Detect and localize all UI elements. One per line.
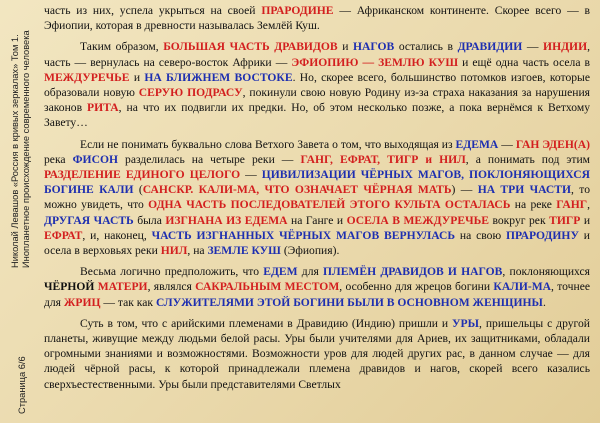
text-run: и — [337, 40, 354, 54]
highlighted-text: МЕЖДУРЕЧЬЕ — [44, 70, 130, 84]
page-number: Страница 6/6 — [17, 356, 27, 414]
text-run: Таким образом, — [80, 40, 164, 54]
highlighted-text: ЧЁРНОЙ — [44, 280, 95, 294]
paragraph-1 — [44, 3, 590, 33]
highlighted-text: РАЗДЕЛЕНИЕ ЕДИНОГО ЦЕЛОГО — [44, 168, 241, 182]
text-run: вокруг рек — [488, 213, 550, 227]
highlighted-text: УРЫ — [452, 316, 480, 330]
highlighted-text: НИЛ — [160, 244, 188, 258]
highlighted-text: СЕРУЮ ПОДРАСУ — [138, 86, 243, 100]
highlighted-text: МАТЕРИ — [97, 280, 148, 294]
highlighted-text: ОСЕЛА В МЕЖДУРЕЧЬЕ — [346, 213, 489, 227]
text-run: — — [498, 137, 516, 151]
text-run: , и, наконец, — [82, 228, 152, 242]
highlighted-text: ЕДЕМА — [455, 137, 499, 151]
highlighted-text: ПРАРОДИНЕ — [261, 4, 334, 17]
text-run: ( — [133, 183, 143, 197]
highlighted-text: ГАН ЭДЕН(А) — [515, 137, 591, 151]
highlighted-text: ЦИВИЛИЗАЦИИ ЧЁРНЫХ МАГОВ, ПОКЛОНЯЮЩИХСЯ БОГИНЕ КАЛИ — [44, 168, 590, 197]
text-run: , особенно для жрецов богини — [339, 280, 494, 294]
text-run: на свою — [455, 228, 506, 242]
body-text — [44, 3, 590, 398]
highlighted-text: ЭФИОПИЮ — ЗЕМЛЮ КУШ — [291, 55, 459, 69]
paragraph-3 — [44, 137, 590, 259]
text-run: и осела в верховьях реки — [44, 228, 591, 258]
source-reference-line-1: Николай Левашов «Россия в кривых зеркалах» Том 1. — [10, 34, 20, 268]
highlighted-text: ИНДИИ — [543, 40, 588, 54]
highlighted-text: НА БЛИЖНЕМ ВОСТОКЕ — [144, 70, 293, 84]
highlighted-text: ПЛЕМЁН ДРАВИДОВ И НАГОВ — [323, 265, 503, 279]
text-run: река — [44, 152, 73, 166]
highlighted-text: САКРАЛЬНЫМ МЕСТОМ — [195, 280, 340, 294]
text-run: ) — — [451, 183, 478, 197]
highlighted-text: НАГОВ — [353, 40, 395, 54]
highlighted-text: САНСКР. КАЛИ-МА, ЧТО ОЗНАЧАЕТ ЧЁРНАЯ МАТЬ — [142, 183, 452, 197]
highlighted-text: ДРАВИДИИ — [457, 40, 523, 54]
text-run: на реке — [510, 198, 557, 212]
highlighted-text: ЧАСТЬ ИЗГНАННЫХ ЧЁРНЫХ МАГОВ ВЕРНУЛАСЬ — [151, 228, 456, 242]
highlighted-text: ГАНГ, ЕФРАТ, ТИГР и НИЛ — [300, 152, 466, 166]
highlighted-text: ГАНГ — [556, 198, 588, 212]
text-run: на Ганге и — [287, 213, 347, 227]
text-run: разделилась на четыре реки — — [117, 152, 301, 166]
highlighted-text: ДРУГАЯ ЧАСТЬ — [44, 213, 134, 227]
highlighted-text: ЗЕМЛЕ КУШ — [207, 244, 281, 258]
highlighted-text: НА ТРИ ЧАСТИ — [477, 183, 572, 197]
highlighted-text: ИЗГНАНА ИЗ ЕДЕМА — [165, 213, 288, 227]
text-run: Суть в том, что с арийскими племенами в Дравидию (Индию) пришли и — [80, 316, 453, 330]
text-run: , поклоняющихся — [502, 265, 590, 279]
text-run: , покинули свою новую Родину из-за страха наказания за нарушения законов — [44, 86, 590, 115]
paragraph-2 — [44, 39, 590, 130]
text-run: и — [580, 213, 591, 227]
paragraph-5 — [44, 316, 590, 392]
text-run: — так как — [100, 295, 156, 309]
highlighted-text: СЛУЖИТЕЛЯМИ ЭТОЙ БОГИНИ БЫЛИ В ОСНОВНОМ ЖЕНЩИНЫ — [155, 295, 543, 309]
text-run: и ещё одна часть осела в — [458, 55, 591, 69]
text-run: , на что их подвигли их предки. Но, об этом несколько позже, а пока вернёмся к Ветхому Завету… — [44, 101, 590, 130]
highlighted-text: ПРАРОДИНУ — [505, 228, 579, 242]
text-run: , точнее для — [44, 280, 591, 309]
page-sidebar — [0, 0, 40, 423]
text-run: . Но, скорее всего, большинство потомков изгоев, которые образовали новую — [44, 70, 590, 100]
paragraph-4 — [44, 264, 590, 310]
highlighted-text: ЖРИЦ — [63, 295, 101, 309]
text-run: — — [522, 40, 544, 54]
text-run: , — [587, 198, 590, 212]
text-run: — — [240, 168, 262, 182]
text-run: , а понимать под этим — [465, 152, 590, 166]
text-run: , то можно увидеть, что — [44, 183, 591, 212]
text-run: . — [542, 295, 546, 309]
highlighted-text: БОЛЬШАЯ ЧАСТЬ ДРАВИДОВ — [163, 40, 338, 54]
text-run: Если не понимать буквально слова Ветхого Завета о том, что выходящая из — [80, 137, 456, 151]
text-run: часть из них, успела укрыться на своей — [44, 4, 262, 17]
highlighted-text: ЕДЕМ — [263, 265, 298, 279]
text-run: и — [129, 70, 145, 84]
text-run: остались в — [394, 40, 458, 54]
text-run: (Эфиопия). — [280, 244, 340, 258]
text-run: для — [297, 265, 324, 279]
highlighted-text: ФИСОН — [72, 152, 118, 166]
text-run: была — [133, 213, 166, 227]
text-run: , часть — вернулась на северо-восток Африки — — [44, 40, 591, 69]
text-run: , на — [187, 244, 208, 258]
highlighted-text: ОДНА ЧАСТЬ ПОСЛЕДОВАТЕЛЕЙ ЭТОГО КУЛЬТА ОСТАЛАСЬ — [148, 198, 511, 212]
text-run: — Африканском континенте. Скорее всего — в Эфиопии, которая в древности называлась Землёй Куш. — [44, 4, 590, 33]
text-run: Весьма логично предположить, что — [80, 265, 264, 279]
highlighted-text: ЕФРАТ — [44, 228, 83, 242]
highlighted-text: ТИГР — [549, 213, 581, 227]
text-run: , пришельцы с другой планеты, живущие между людьми белой расы. Уры были учителями для Ариев, их защитниками, обладали огромными знаниями и возможностями. Возможности уров для людей других рас, в данном случае — для людей чёрной расы, к которой принадлежали племена дравидов и нагов, скорей всего казались сверхъестественными. Уры были представителями Светлых — [44, 316, 590, 391]
highlighted-text: РИТА — [87, 101, 119, 115]
source-reference-line-2: Инопланетное происхождение современного человека — [21, 30, 31, 268]
text-run: , являлся — [147, 280, 196, 294]
highlighted-text: КАЛИ-МА — [493, 280, 552, 294]
